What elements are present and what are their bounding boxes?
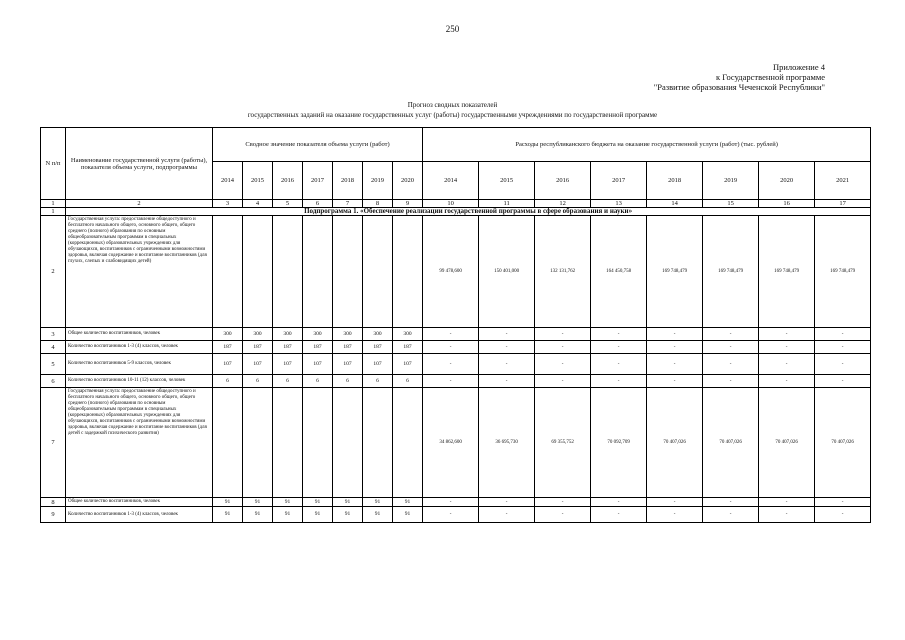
volume-cell: 107 xyxy=(273,354,303,375)
volume-cell xyxy=(393,388,423,498)
volume-cell: 91 xyxy=(393,507,423,523)
volume-cell: 91 xyxy=(243,507,273,523)
volume-cell: 91 xyxy=(303,507,333,523)
expense-cell: - xyxy=(535,375,591,388)
expense-cell: 70 407,026 xyxy=(703,388,759,498)
row-name: Государственная услуга: предоставление общедоступного и бесплатного начального общего, основного общего, общего среднего (полного) образования по основным общеобразовательным программам в специальных (коррекционных) образовательных учреждениях для обучающихся, воспитанников с ограниченными возможностями здоровья, включая содержание и воспитание воспитанников (для детей с задержкой психического развития) xyxy=(66,388,213,498)
header-num: N п/п xyxy=(41,128,66,200)
expense-cell: 69 355,752 xyxy=(535,388,591,498)
expense-cell: - xyxy=(759,328,815,341)
expense-cell: - xyxy=(591,341,647,354)
volume-cell: 91 xyxy=(333,498,363,507)
column-number: 15 xyxy=(703,200,759,208)
column-number: 3 xyxy=(213,200,243,208)
row-name: Количество воспитанников 5-9 классов, человек xyxy=(66,354,213,375)
row-name: Количество воспитанников 1-3 (4) классов, человек xyxy=(66,507,213,523)
expense-cell: - xyxy=(815,328,871,341)
volume-cell: 107 xyxy=(393,354,423,375)
volume-cell: 6 xyxy=(393,375,423,388)
table-row xyxy=(41,341,871,354)
expense-cell: - xyxy=(759,341,815,354)
expense-cell: - xyxy=(423,341,479,354)
volume-cell: 6 xyxy=(333,375,363,388)
column-number: 12 xyxy=(535,200,591,208)
volume-cell: 187 xyxy=(393,341,423,354)
expense-cell: - xyxy=(815,375,871,388)
volume-cell: 187 xyxy=(333,341,363,354)
volume-cell xyxy=(243,388,273,498)
table-row xyxy=(41,354,871,375)
expense-cell: - xyxy=(479,375,535,388)
header-expense-year: 2014 xyxy=(423,162,479,200)
expense-cell: - xyxy=(479,354,535,375)
header-expense-year: 2019 xyxy=(703,162,759,200)
column-number: 1 xyxy=(41,200,66,208)
header-volume-year: 2018 xyxy=(333,162,363,200)
subprogram-title: Подпрограмма 1. «Обеспечение реализации государственной программы в сфере образования и науки» xyxy=(66,208,871,216)
row-name: Общее количество воспитанников, человек xyxy=(66,328,213,341)
volume-cell: 91 xyxy=(333,507,363,523)
row-name: Общее количество воспитанников, человек xyxy=(66,498,213,507)
volume-cell xyxy=(393,216,423,328)
expense-cell: - xyxy=(647,375,703,388)
volume-cell: 187 xyxy=(363,341,393,354)
expense-cell: 169 748,479 xyxy=(815,216,871,328)
volume-cell xyxy=(303,388,333,498)
table-row xyxy=(41,498,871,507)
header-expense-year: 2020 xyxy=(759,162,815,200)
volume-cell: 6 xyxy=(213,375,243,388)
expense-cell: - xyxy=(535,354,591,375)
row-num: 5 xyxy=(41,354,66,375)
expense-cell: 34 862,600 xyxy=(423,388,479,498)
volume-cell: 91 xyxy=(363,498,393,507)
expense-cell: - xyxy=(423,375,479,388)
table-caption-title: Прогноз сводных показателей xyxy=(407,101,498,109)
expense-cell: - xyxy=(479,498,535,507)
row-name: Государственная услуга: предоставление общедоступного и бесплатного начального общего, основного общего, общего среднего (полного) образования по основным общеобразовательным программам в специальных (коррекционных) образовательных учреждениях для обучающихся, воспитанников с ограниченными возможностями здоровья, включая содержание и воспитание воспитанников (для глухих, слепых и слабовидящих детей) xyxy=(66,216,213,328)
appendix-line-3: "Развитие образования Чеченской Республики" xyxy=(653,82,825,92)
expense-cell: - xyxy=(759,498,815,507)
volume-cell: 187 xyxy=(213,341,243,354)
expense-cell: - xyxy=(647,328,703,341)
appendix-line-1: Приложение 4 xyxy=(773,62,825,72)
header-volume-year: 2014 xyxy=(213,162,243,200)
header-volume-year: 2016 xyxy=(273,162,303,200)
volume-cell xyxy=(213,216,243,328)
expense-cell: 36 695,730 xyxy=(479,388,535,498)
volume-cell: 187 xyxy=(303,341,333,354)
column-number: 16 xyxy=(759,200,815,208)
header-expense-group: Расходы республиканского бюджета на оказание государственной услуги (работ) (тыс. рублей) xyxy=(423,128,871,162)
volume-cell: 300 xyxy=(393,328,423,341)
row-num: 2 xyxy=(41,216,66,328)
table-row xyxy=(41,388,871,498)
row-num: 8 xyxy=(41,498,66,507)
column-number: 10 xyxy=(423,200,479,208)
volume-cell xyxy=(363,388,393,498)
expense-cell: - xyxy=(815,507,871,523)
volume-cell xyxy=(213,388,243,498)
forecast-table xyxy=(40,127,871,523)
expense-cell: - xyxy=(703,341,759,354)
volume-cell: 300 xyxy=(213,328,243,341)
expense-cell: - xyxy=(591,375,647,388)
header-name: Наименование государственной услуги (работы), показателя объема услуги, подпрограммы xyxy=(66,128,213,200)
expense-cell: - xyxy=(591,328,647,341)
volume-cell: 107 xyxy=(333,354,363,375)
expense-cell: 169 748,479 xyxy=(647,216,703,328)
expense-cell: - xyxy=(591,507,647,523)
volume-cell xyxy=(273,216,303,328)
table-row xyxy=(41,328,871,341)
expense-cell: 169 748,479 xyxy=(703,216,759,328)
volume-cell: 6 xyxy=(243,375,273,388)
volume-cell: 91 xyxy=(213,498,243,507)
expense-cell: - xyxy=(703,498,759,507)
row-num: 9 xyxy=(41,507,66,523)
expense-cell: - xyxy=(423,328,479,341)
expense-cell: 99 478,600 xyxy=(423,216,479,328)
appendix-note xyxy=(654,62,825,92)
header-volume-group: Сводное значение показателя объема услуги (работ) xyxy=(213,128,423,162)
volume-cell: 300 xyxy=(363,328,393,341)
row-num: 4 xyxy=(41,341,66,354)
expense-cell: 169 748,479 xyxy=(759,216,815,328)
volume-cell xyxy=(273,388,303,498)
expense-cell: - xyxy=(479,341,535,354)
volume-cell: 6 xyxy=(303,375,333,388)
volume-cell: 91 xyxy=(393,498,423,507)
header-expense-year: 2021 xyxy=(815,162,871,200)
expense-cell: - xyxy=(591,498,647,507)
volume-cell: 91 xyxy=(273,498,303,507)
expense-cell: 150 401,000 xyxy=(479,216,535,328)
expense-cell: - xyxy=(647,354,703,375)
header-expense-year: 2017 xyxy=(591,162,647,200)
subprogram-num: 1 xyxy=(41,208,66,216)
expense-cell: 164 450,758 xyxy=(591,216,647,328)
expense-cell: - xyxy=(591,354,647,375)
column-number: 8 xyxy=(363,200,393,208)
column-number: 14 xyxy=(647,200,703,208)
expense-cell: - xyxy=(423,507,479,523)
expense-cell: - xyxy=(423,354,479,375)
expense-cell: - xyxy=(535,328,591,341)
page-number: 250 xyxy=(445,24,460,34)
expense-cell: - xyxy=(479,507,535,523)
header-volume-year: 2019 xyxy=(363,162,393,200)
expense-cell: - xyxy=(703,375,759,388)
table-caption-subtitle: государственных заданий на оказание государственных услуг (работы) государственными учреждениями по государственной программе xyxy=(247,111,658,119)
column-number: 4 xyxy=(243,200,273,208)
volume-cell: 107 xyxy=(243,354,273,375)
volume-cell: 300 xyxy=(303,328,333,341)
table-row xyxy=(41,507,871,523)
row-num: 7 xyxy=(41,388,66,498)
expense-cell: - xyxy=(535,341,591,354)
header-expense-year: 2015 xyxy=(479,162,535,200)
volume-cell: 91 xyxy=(243,498,273,507)
volume-cell xyxy=(303,216,333,328)
column-number: 17 xyxy=(815,200,871,208)
expense-cell: 70 407,026 xyxy=(759,388,815,498)
expense-cell: - xyxy=(647,341,703,354)
volume-cell: 300 xyxy=(333,328,363,341)
header-volume-year: 2020 xyxy=(393,162,423,200)
expense-cell: 132 131,762 xyxy=(535,216,591,328)
expense-cell: - xyxy=(815,341,871,354)
expense-cell: - xyxy=(815,354,871,375)
header-volume-year: 2015 xyxy=(243,162,273,200)
column-number: 7 xyxy=(333,200,363,208)
volume-cell: 91 xyxy=(273,507,303,523)
expense-cell: - xyxy=(759,354,815,375)
column-number: 9 xyxy=(393,200,423,208)
expense-cell: - xyxy=(535,507,591,523)
table-row xyxy=(41,216,871,328)
row-num: 3 xyxy=(41,328,66,341)
volume-cell: 107 xyxy=(213,354,243,375)
expense-cell: 70 407,026 xyxy=(815,388,871,498)
column-number: 6 xyxy=(303,200,333,208)
row-name: Количество воспитанников 10-11 (12) классов, человек xyxy=(66,375,213,388)
expense-cell: 70 092,709 xyxy=(591,388,647,498)
expense-cell: - xyxy=(423,498,479,507)
expense-cell: - xyxy=(703,328,759,341)
column-number: 2 xyxy=(66,200,213,208)
header-expense-year: 2016 xyxy=(535,162,591,200)
expense-cell: - xyxy=(703,354,759,375)
appendix-line-2: к Государственной программе xyxy=(716,72,825,82)
row-num: 6 xyxy=(41,375,66,388)
volume-cell: 107 xyxy=(303,354,333,375)
volume-cell: 6 xyxy=(363,375,393,388)
header-expense-year: 2018 xyxy=(647,162,703,200)
expense-cell: - xyxy=(647,507,703,523)
expense-cell: - xyxy=(647,498,703,507)
expense-cell: - xyxy=(479,328,535,341)
table-row xyxy=(41,375,871,388)
volume-cell: 91 xyxy=(213,507,243,523)
expense-cell: - xyxy=(759,507,815,523)
expense-cell: - xyxy=(815,498,871,507)
column-number: 11 xyxy=(479,200,535,208)
column-number: 5 xyxy=(273,200,303,208)
volume-cell: 300 xyxy=(273,328,303,341)
volume-cell: 91 xyxy=(303,498,333,507)
volume-cell xyxy=(333,216,363,328)
volume-cell: 91 xyxy=(363,507,393,523)
volume-cell: 187 xyxy=(243,341,273,354)
column-number: 13 xyxy=(591,200,647,208)
volume-cell xyxy=(243,216,273,328)
expense-cell: 70 407,026 xyxy=(647,388,703,498)
expense-cell: - xyxy=(759,375,815,388)
volume-cell: 300 xyxy=(243,328,273,341)
expense-cell: - xyxy=(535,498,591,507)
header-volume-year: 2017 xyxy=(303,162,333,200)
volume-cell: 187 xyxy=(273,341,303,354)
expense-cell: - xyxy=(703,507,759,523)
volume-cell: 6 xyxy=(273,375,303,388)
volume-cell: 107 xyxy=(363,354,393,375)
row-name: Количество воспитанников 1-3 (4) классов, человек xyxy=(66,341,213,354)
volume-cell xyxy=(363,216,393,328)
volume-cell xyxy=(333,388,363,498)
